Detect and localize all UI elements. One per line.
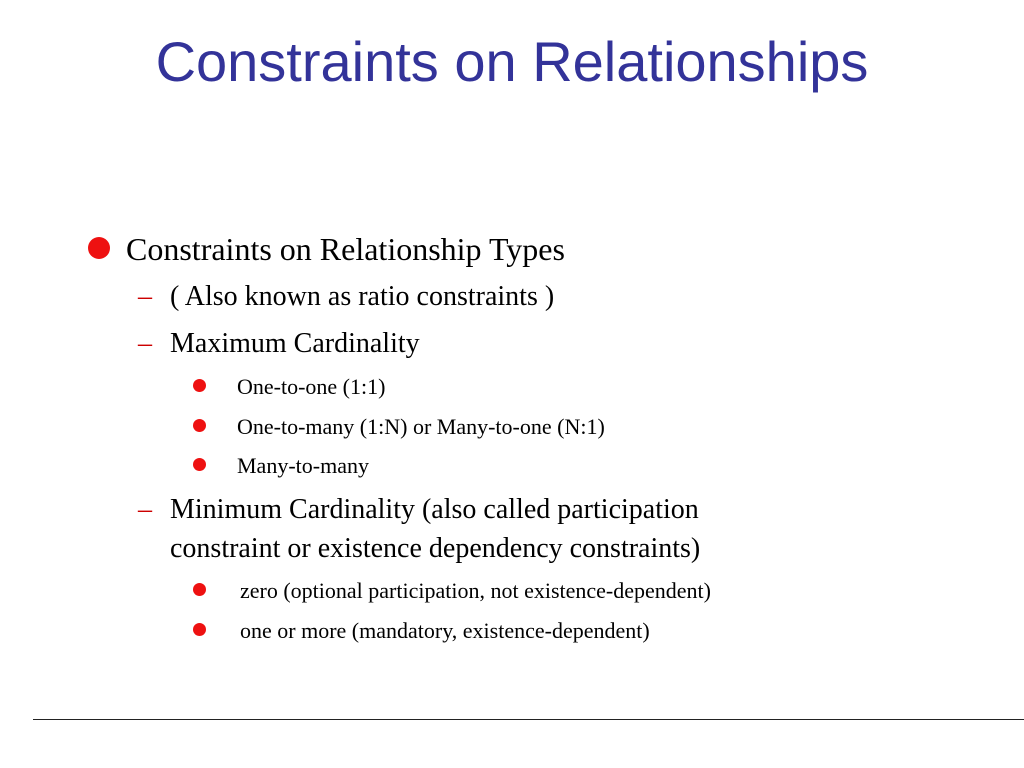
- dash-bullet-icon: –: [138, 494, 152, 525]
- bullet-text: One-to-many (1:N) or Many-to-one (N:1): [237, 414, 605, 439]
- bullet-text: zero (optional participation, not existence-dependent): [240, 578, 711, 603]
- bullet-text: One-to-one (1:1): [237, 374, 386, 399]
- dash-bullet-icon: –: [138, 281, 152, 312]
- red-bullet-icon: [193, 458, 206, 471]
- bullet-text: ( Also known as ratio constraints ): [170, 281, 555, 312]
- bullet-text-line1: Minimum Cardinality (also called participation: [170, 494, 699, 525]
- red-bullet-icon: [193, 379, 206, 392]
- red-bullet-icon: [88, 237, 110, 259]
- slide-title: Constraints on Relationships: [155, 30, 869, 93]
- bullet-text: one or more (mandatory, existence-dependent): [240, 618, 650, 643]
- bullet-text: Constraints on Relationship Types: [126, 231, 565, 267]
- bullet-text: Maximum Cardinality: [170, 328, 420, 359]
- red-bullet-icon: [193, 623, 206, 636]
- footer-divider: [33, 719, 1024, 720]
- dash-bullet-icon: –: [138, 328, 152, 359]
- bullet-text-line2: constraint or existence dependency constraints): [170, 533, 701, 564]
- bullet-text: Many-to-many: [237, 453, 369, 478]
- red-bullet-icon: [193, 419, 206, 432]
- red-bullet-icon: [193, 583, 206, 596]
